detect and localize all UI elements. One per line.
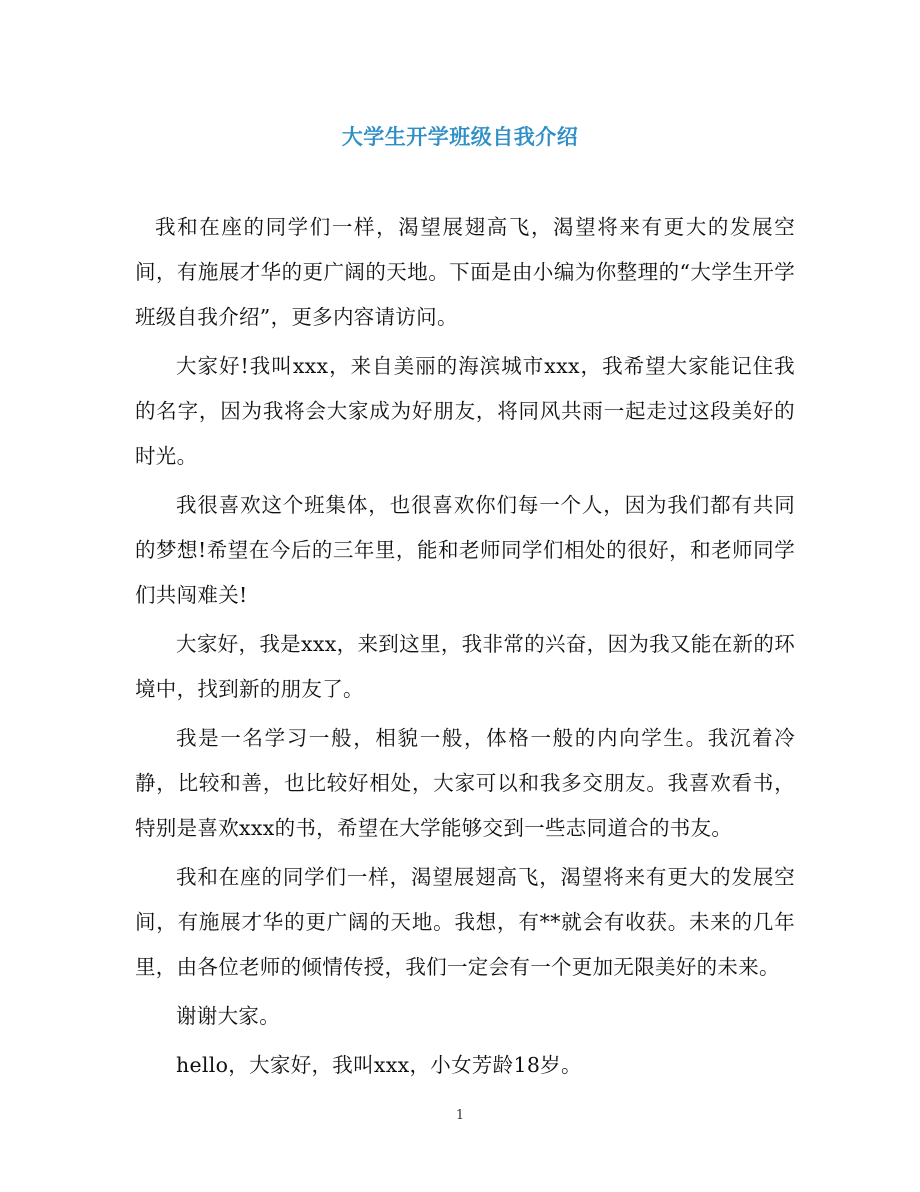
paragraph: 我很喜欢这个班集体，也很喜欢你们每一个人，因为我们都有共同的梦想!希望在今后的三年里，能和老师同学们相处的很好，和老师同学们共闯难关! bbox=[135, 493, 795, 607]
paragraph: 我和在座的同学们一样，渴望展翅高飞，渴望将来有更大的发展空间，有施展才华的更广阔的天地。下面是由小编为你整理的“大学生开学班级自我介绍”，更多内容请访问。 bbox=[135, 215, 795, 329]
document-body bbox=[135, 205, 795, 1088]
paragraph: 大家好，我是xxx，来到这里，我非常的兴奋，因为我又能在新的环境中，找到新的朋友了。 bbox=[135, 632, 795, 701]
paragraph: 我和在座的同学们一样，渴望展翅高飞，渴望将来有更大的发展空间，有施展才华的更广阔的天地。我想，有**就会有收获。未来的几年里，由各位老师的倾情传授，我们一定会有一个更加无限美好的未来。 bbox=[135, 865, 795, 979]
paragraph: 大家好!我叫xxx，来自美丽的海滨城市xxx，我希望大家能记住我的名字，因为我将会大家成为好朋友，将同风共雨一起走过这段美好的时光。 bbox=[135, 354, 795, 468]
document-title: 大学生开学班级自我介绍 bbox=[341, 124, 579, 149]
paragraph: 谢谢大家。 bbox=[176, 1004, 280, 1028]
page-number: 1 bbox=[455, 1108, 465, 1123]
paragraph: 我是一名学习一般，相貌一般，体格一般的内向学生。我沉着冷静，比较和善，也比较好相处，大家可以和我多交朋友。我喜欢看书，特别是喜欢xxx的书，希望在大学能够交到一些志同道合的书友。 bbox=[135, 726, 795, 840]
paragraph: hello，大家好，我叫xxx，小女芳龄18岁。 bbox=[176, 1053, 582, 1077]
